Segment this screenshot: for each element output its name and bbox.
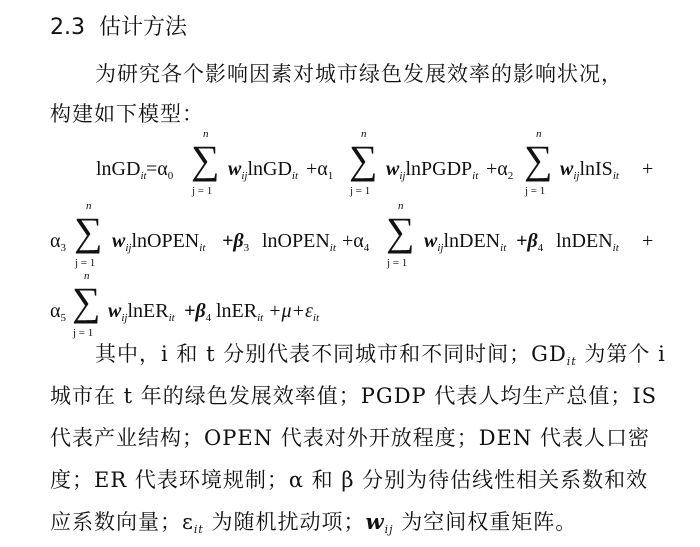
sum-upper: n — [203, 128, 209, 140]
sum-upper: n — [361, 128, 367, 140]
sum-symbol: ∑ — [74, 209, 103, 254]
section-number: 2.3 — [50, 15, 85, 40]
sum-lower: j = 1 — [73, 327, 94, 339]
sum-symbol: ∑ — [524, 137, 553, 182]
eq-alpha1: $+\alpha_1$ — [306, 158, 334, 182]
sum-symbol: ∑ — [72, 279, 101, 324]
eq-term: lnDEN$_{it}$ — [556, 230, 619, 254]
eq-alpha2: $+\alpha_2$ — [486, 158, 514, 182]
sum-symbol: ∑ — [386, 209, 415, 254]
sum-lower: j = 1 — [350, 185, 371, 197]
eq-lhs: lnGD$_{it}$ — [96, 158, 147, 182]
equation-line-1 — [0, 128, 700, 210]
eq-term: $w_{ij}lnOPEN_{it}$ — [112, 230, 206, 254]
sum-symbol: ∑ — [191, 137, 220, 182]
sum-upper: n — [84, 270, 90, 282]
eq-alpha5: $\alpha_5$ — [50, 300, 66, 324]
eq-beta4: $+\beta_4$ — [184, 300, 212, 324]
eq-term: $w_{ij}lnPGDP_{it}$ — [386, 158, 479, 182]
body-line-1: 其中，i 和 t 分别代表不同城市和不同时间；$GD_{it}$ 为第个 i — [95, 342, 666, 368]
sum-lower: j = 1 — [75, 257, 96, 269]
eq-equals-alpha0: $=\alpha_0$ — [146, 158, 174, 182]
body-line-2: 城市在 t 年的绿色发展效率值；PGDP 代表人均生产总值；IS — [50, 384, 658, 408]
sum-upper: n — [536, 128, 542, 140]
eq-term: $w_{ij}lnIS_{it}$ — [560, 158, 619, 182]
sum-lower: j = 1 — [387, 257, 408, 269]
eq-beta3: $+\beta_3$ — [222, 230, 250, 254]
eq-term: lnER$_{it}$ — [216, 300, 264, 324]
body-line-5: 应系数向量；$\varepsilon_{it}$ 为随机扰动项；$w_{ij}$ 为空间权重矩阵。 — [50, 509, 578, 536]
eq-term: $w_{ij}lnGD_{it}$ — [228, 158, 299, 182]
body-line-3: 代表产业结构；OPEN 代表对外开放程度；DEN 代表人口密 — [50, 426, 650, 450]
eq-term: $w_{ij}lnER_{it}$ — [108, 300, 175, 324]
eq-term: lnOPEN$_{it}$ — [262, 230, 336, 254]
sum-lower: j = 1 — [192, 185, 213, 197]
section-title: 估计方法 — [99, 15, 188, 40]
sum-upper: n — [398, 200, 404, 212]
eq-mu-epsilon: $+\mu+\varepsilon_{it}$ — [268, 300, 320, 324]
eq-plus: + — [642, 230, 654, 252]
intro-line-1: 为研究各个影响因素对城市绿色发展效率的影响状况， — [95, 62, 623, 86]
sum-lower: j = 1 — [525, 185, 546, 197]
eq-plus: + — [642, 158, 654, 180]
intro-line-2: 构建如下模型： — [50, 102, 204, 126]
eq-alpha3: $\alpha_3$ — [50, 230, 66, 254]
sum-upper: n — [86, 200, 92, 212]
sum-symbol: ∑ — [349, 137, 378, 182]
section-heading — [50, 10, 187, 41]
eq-beta4: $+\beta_4$ — [516, 230, 544, 254]
equation-line-2 — [0, 200, 700, 282]
body-line-4: 度；ER 代表环境规制；α 和 β 分别为待估线性相关系数和效 — [50, 468, 649, 492]
eq-term: $w_{ij}lnDEN_{it}$ — [424, 230, 507, 254]
eq-alpha4: $+\alpha_4$ — [342, 230, 370, 254]
